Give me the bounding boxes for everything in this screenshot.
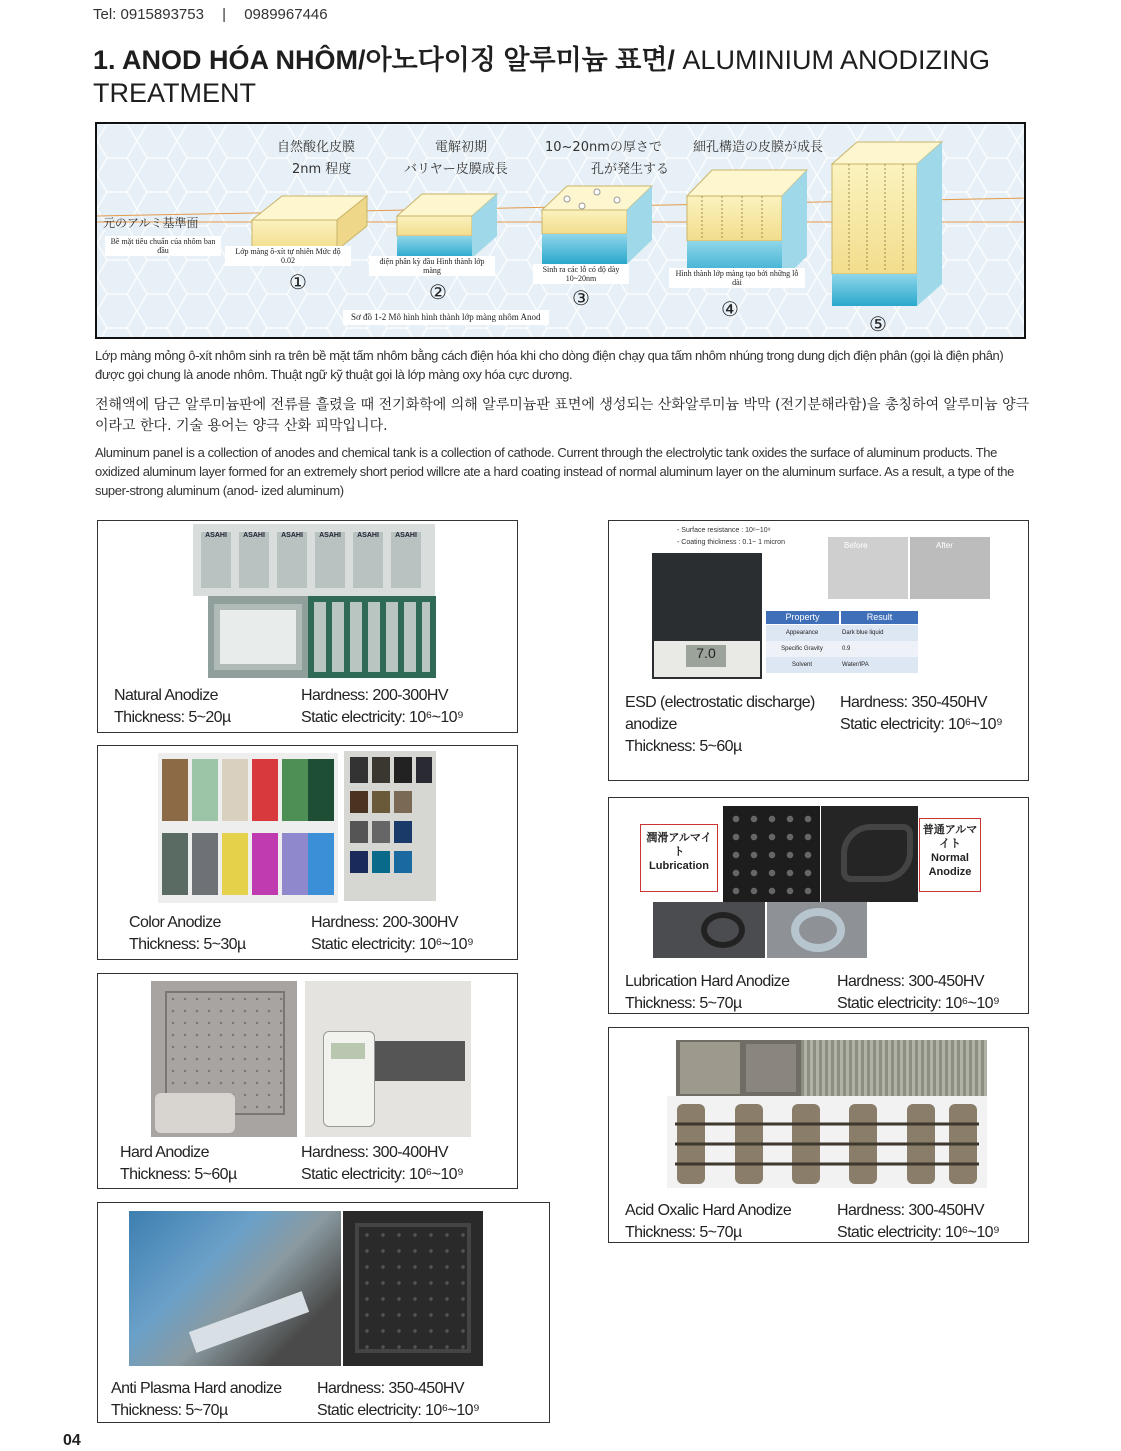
color-swatch-photo bbox=[344, 751, 436, 901]
lubrication-plate-photo bbox=[723, 806, 820, 902]
lubrication-static: Static electricity: 10⁶~10⁹ bbox=[837, 995, 1000, 1012]
vn-label-4: Sinh ra các lỗ có độ dày 10~20nm bbox=[533, 264, 629, 284]
color-parts-photo bbox=[158, 753, 338, 903]
card-acid-oxalic-hard-anodize bbox=[608, 1027, 1029, 1243]
lubrication-tag bbox=[640, 824, 718, 892]
base-surface-label: 元のアルミ基準面 bbox=[103, 216, 199, 230]
natural-grid-photo bbox=[308, 596, 436, 678]
esd-row-3-property: Solvent bbox=[792, 662, 813, 668]
lubrication-en: Lubrication bbox=[649, 860, 709, 872]
step-4: ④ bbox=[721, 297, 739, 321]
paragraph-korean: 전해액에 담근 알루미늄판에 전류를 흘렸을 때 전기화학에 의해 알루미늄판 표면에 생성되는 산화알루미늄 박막 (전기분해라함)을 총칭하여 알루미늄 양극이라고 한다. 기술 용어는 양극 산화 피막입니다. bbox=[95, 397, 1030, 434]
page-title bbox=[93, 44, 1083, 110]
asahi-samples-photo bbox=[193, 524, 435, 596]
asahi-label-1: ASAHI bbox=[201, 532, 231, 588]
asahi-label-3: ASAHI bbox=[277, 532, 307, 588]
asahi-label-6: ASAHI bbox=[391, 532, 421, 588]
esd-row-1-property: Appearance bbox=[785, 630, 819, 636]
phone-separator: | bbox=[222, 6, 227, 23]
jp-label-3: 10~20nmの厚さで bbox=[545, 140, 662, 155]
color-hardness: Hardness: 200-300HV bbox=[311, 914, 458, 931]
esd-before-photo bbox=[828, 537, 908, 599]
oxalic-plates-photo bbox=[676, 1040, 801, 1096]
title-rest: ALUMINIUM ANODIZING TREATMENT bbox=[93, 45, 990, 108]
esd-table-head-property: Property bbox=[766, 611, 839, 624]
plasma-tray-photo bbox=[343, 1211, 483, 1366]
asahi-label-2: ASAHI bbox=[239, 532, 269, 588]
block-4 bbox=[687, 170, 807, 281]
plasma-hardness: Hardness: 350-450HV bbox=[317, 1380, 464, 1397]
color-static: Static electricity: 10⁶~10⁹ bbox=[311, 936, 474, 953]
asahi-label-4: ASAHI bbox=[315, 532, 345, 588]
anodizing-formation-diagram bbox=[95, 122, 1026, 339]
jp-label-4: 細孔構造の皮膜が成長 bbox=[693, 140, 824, 155]
hard-plate-photo bbox=[151, 981, 297, 1137]
vn-label-3: điện phân kỳ đầu Hình thành lớp màng bbox=[369, 256, 495, 276]
card-anti-plasma bbox=[97, 1202, 550, 1423]
esd-after-label: After bbox=[936, 541, 953, 550]
step-1: ① bbox=[289, 270, 307, 294]
vn-label-5: Hình thành lớp màng tạo bởi những lỗ dài bbox=[669, 268, 805, 288]
card-lubrication-hard-anodize bbox=[608, 797, 1029, 1014]
card-hard-anodize bbox=[97, 973, 518, 1189]
hard-name: Hard Anodize bbox=[120, 1144, 209, 1161]
hard-static: Static electricity: 10⁶~10⁹ bbox=[301, 1166, 464, 1183]
lubrication-name: Lubrication Hard Anodize bbox=[625, 973, 790, 990]
phone-1: Tel: 0915893753 bbox=[93, 6, 204, 23]
normal-jp: 普通アルマイト bbox=[922, 823, 978, 850]
lubrication-thickness: Thickness: 5~70µ bbox=[625, 995, 742, 1012]
oxalic-hardness: Hardness: 300-450HV bbox=[837, 1202, 984, 1219]
oxalic-name: Acid Oxalic Hard Anodize bbox=[625, 1202, 792, 1219]
block-5 bbox=[832, 142, 942, 306]
contact-phone bbox=[93, 6, 328, 23]
esd-row-2-result: 0.9 bbox=[842, 646, 851, 652]
card-esd-anodize bbox=[608, 520, 1029, 781]
esd-row-2-property: Specific Gravity bbox=[781, 646, 823, 652]
step-2: ② bbox=[429, 280, 447, 304]
esd-property-table bbox=[766, 611, 918, 675]
natural-static: Static electricity: 10⁶~10⁹ bbox=[301, 709, 464, 726]
phone-2: 0989967446 bbox=[244, 6, 328, 23]
jp-sub-2: バリヤー皮膜成長 bbox=[404, 162, 508, 177]
oxalic-parts-photo bbox=[667, 1096, 987, 1188]
oxalic-static: Static electricity: 10⁶~10⁹ bbox=[837, 1224, 1000, 1241]
natural-hardness: Hardness: 200-300HV bbox=[301, 687, 448, 704]
esd-row-3-result: Water/IPA bbox=[842, 662, 869, 668]
card-natural-anodize bbox=[97, 520, 518, 733]
title-bold: 1. ANOD HÓA NHÔM/아노다이징 알루미늄 표면/ bbox=[93, 45, 675, 75]
natural-name: Natural Anodize bbox=[114, 687, 218, 704]
lubrication-ring-photo-1 bbox=[653, 902, 765, 958]
lubrication-jp: 潤滑アルマイト bbox=[646, 831, 712, 858]
lubrication-hardness: Hardness: 300-450HV bbox=[837, 973, 984, 990]
thickness-gauge-photo bbox=[305, 981, 471, 1137]
step-5: ⑤ bbox=[869, 312, 887, 336]
vn-label-1: Bề mặt tiêu chuẩn của nhôm ban đầu bbox=[105, 236, 221, 256]
color-name: Color Anodize bbox=[129, 914, 221, 931]
paragraph-english: Aluminum panel is a collection of anodes and chemical tank is a collection of cathode. Current through the electrolytic tank oxides the surface of aluminum products. The oxidized aluminum layer formed for an extremely short period willcre ate a hard coating instead of normal aluminum layer on the aluminum surface. As a result, a type of the super-strong aluminum (anod- ized aluminum) bbox=[95, 445, 1014, 498]
esd-table-head-result: Result bbox=[841, 611, 918, 624]
esd-after-photo bbox=[910, 537, 990, 599]
natural-part-photo bbox=[208, 596, 308, 678]
block-3 bbox=[542, 186, 652, 264]
hard-hardness: Hardness: 300-400HV bbox=[301, 1144, 448, 1161]
color-thickness: Thickness: 5~30µ bbox=[129, 936, 246, 953]
jp-label-1: 自然酸化皮膜 bbox=[277, 140, 356, 155]
oxalic-thickness: Thickness: 5~70µ bbox=[625, 1224, 742, 1241]
normal-en: Normal Anodize bbox=[928, 852, 972, 878]
paragraph-vietnamese: Lớp màng mỏng ô-xít nhôm sinh ra trên bề mặt tấm nhôm bằng cách điện hóa khi cho dòng điện chạy qua tấm nhôm nhúng trong dung dịch điện phân (gọi là điện phân) được gọi chung là anode nhôm. Thuật ngữ kỹ thuật gọi là lớp màng oxy hóa cực dương. bbox=[95, 348, 1004, 382]
esd-plate-photo: 7.0 bbox=[652, 553, 762, 679]
asahi-label-5: ASAHI bbox=[353, 532, 383, 588]
esd-static: Static electricity: 10⁶~10⁹ bbox=[840, 716, 1003, 733]
esd-spec-1: - Surface resistance : 10⁶~10⁹ bbox=[677, 527, 771, 534]
plasma-photo bbox=[129, 1211, 341, 1366]
natural-thickness: Thickness: 5~20µ bbox=[114, 709, 231, 726]
lubrication-ring-photo-2 bbox=[767, 902, 867, 958]
esd-before-label: Before bbox=[844, 541, 868, 550]
page-number: 04 bbox=[63, 1432, 81, 1449]
esd-spec-2: - Coating thickness : 0.1~ 1 micron bbox=[677, 539, 785, 546]
esd-hardness: Hardness: 350-450HV bbox=[840, 694, 987, 711]
normal-anodize-tag bbox=[919, 818, 981, 892]
jp-sub-3: 孔が発生する bbox=[591, 162, 670, 177]
diagram-caption: Sơ đồ 1-2 Mô hình hình thành lớp màng nhôm Anod bbox=[343, 310, 549, 325]
esd-name-line1: ESD (electrostatic discharge) bbox=[625, 694, 815, 711]
block-2 bbox=[397, 194, 497, 258]
hard-thickness: Thickness: 5~60µ bbox=[120, 1166, 237, 1183]
esd-thickness: Thickness: 5~60µ bbox=[625, 738, 742, 755]
step-3: ③ bbox=[572, 286, 590, 310]
plasma-thickness: Thickness: 5~70µ bbox=[111, 1402, 228, 1419]
jp-sub-1: 2nm 程度 bbox=[292, 162, 352, 177]
plasma-static: Static electricity: 10⁶~10⁹ bbox=[317, 1402, 480, 1419]
normal-plate-photo bbox=[821, 806, 918, 902]
esd-row-1-result: Dark blue liquid bbox=[842, 630, 884, 636]
plasma-name: Anti Plasma Hard anodize bbox=[111, 1380, 282, 1397]
esd-name-line2: anodize bbox=[625, 716, 677, 733]
jp-label-2: 電解初期 bbox=[435, 140, 488, 155]
diagram-illustration bbox=[97, 124, 1026, 339]
card-color-anodize bbox=[97, 745, 518, 960]
vn-label-2: Lớp màng ô-xít tự nhiên Mức độ 0.02 bbox=[225, 246, 351, 266]
oxalic-fins-photo bbox=[801, 1040, 987, 1096]
